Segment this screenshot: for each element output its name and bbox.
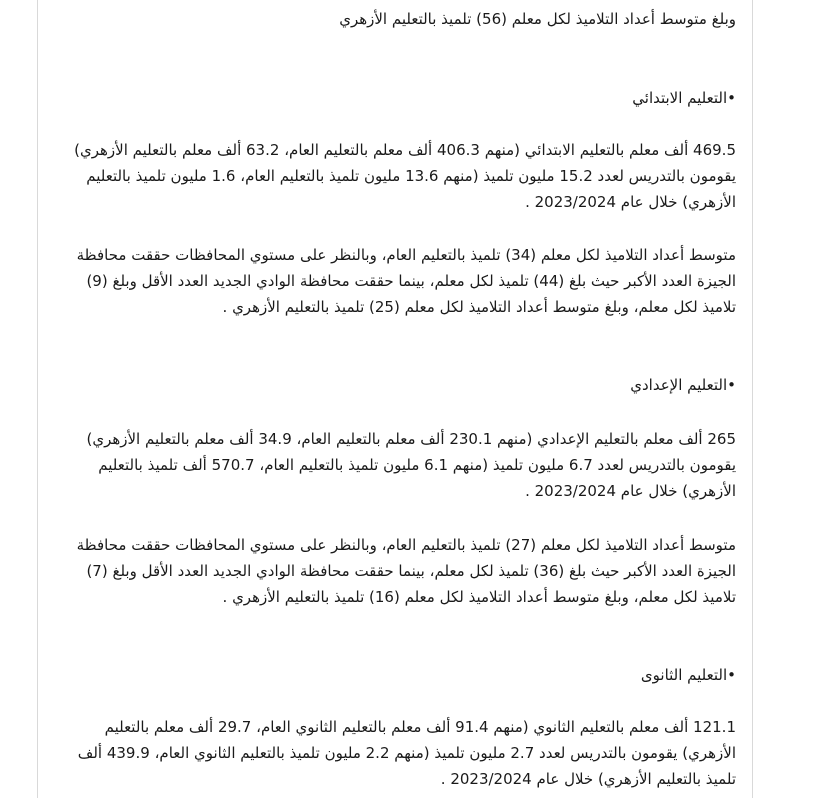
paragraph-primary-teachers: 469.5 ألف معلم بالتعليم الابتدائي (منهم 406.3 ألف معلم بالتعليم العام، 63.2 ألف معلم بالتعليم الأزهري) يقومون بالتدريس لعدد 15.2 مليون تلميذ (منهم 13.6 مليون تلميذ بالتعليم العام، 1.6 مليون تلميذ بالتعليم الأزهري) خلال عام 2023/2024 .: [74, 141, 736, 211]
heading-primary-education: •التعليم الابتدائي: [632, 89, 736, 107]
heading-secondary-education: •التعليم الثانوى: [640, 666, 736, 684]
paragraph-preparatory-ratio: متوسط أعداد التلاميذ لكل معلم (27) تلميذ بالتعليم العام، وبالنظر على مستوي المحافظات حققت محافظة الجيزة العدد الأكبر حيث بلغ (36) تلميذ لكل معلم، بينما حققت محافظة الوادي الجديد العدد الأقل وبلغ (7) تلاميذ لكل معلم، وبلغ متوسط أعداد التلاميذ لكل معلم (16) تلميذ بالتعليم الأزهري .: [76, 536, 736, 606]
right-border: [752, 0, 753, 798]
intro-line: وبلغ متوسط أعداد التلاميذ لكل معلم (56) تلميذ بالتعليم الأزهري: [339, 10, 736, 28]
left-border: [37, 0, 38, 798]
paragraph-secondary-teachers: 121.1 ألف معلم بالتعليم الثانوي (منهم 91.4 ألف معلم بالتعليم الثانوي العام، 29.7 ألف معلم بالتعليم الأزهري) يقومون بالتدريس لعدد 2.7 مليون تلميذ (منهم 2.2 مليون تلميذ بالتعليم الثانوي العام، 439.9 ألف تلميذ بالتعليم الأزهري) خلال عام 2023/2024 .: [77, 718, 736, 788]
paragraph-primary-ratio: متوسط أعداد التلاميذ لكل معلم (34) تلميذ بالتعليم العام، وبالنظر على مستوي المحافظات حققت محافظة الجيزة العدد الأكبر حيث بلغ (44) تلميذ لكل معلم، بينما حققت محافظة الوادي الجديد العدد الأقل وبلغ (9) تلاميذ لكل معلم، وبلغ متوسط أعداد التلاميذ لكل معلم (25) تلميذ بالتعليم الأزهري .: [76, 246, 736, 316]
paragraph-preparatory-teachers: 265 ألف معلم بالتعليم الإعدادي (منهم 230.1 ألف معلم بالتعليم العام، 34.9 ألف معلم بالتعليم الأزهري) يقومون بالتدريس لعدد 6.7 مليون تلميذ (منهم 6.1 مليون تلميذ بالتعليم العام، 570.7 ألف تلميذ بالتعليم الأزهري) خلال عام 2023/2024 .: [86, 430, 736, 500]
heading-preparatory-education: •التعليم الإعدادي: [630, 376, 736, 394]
